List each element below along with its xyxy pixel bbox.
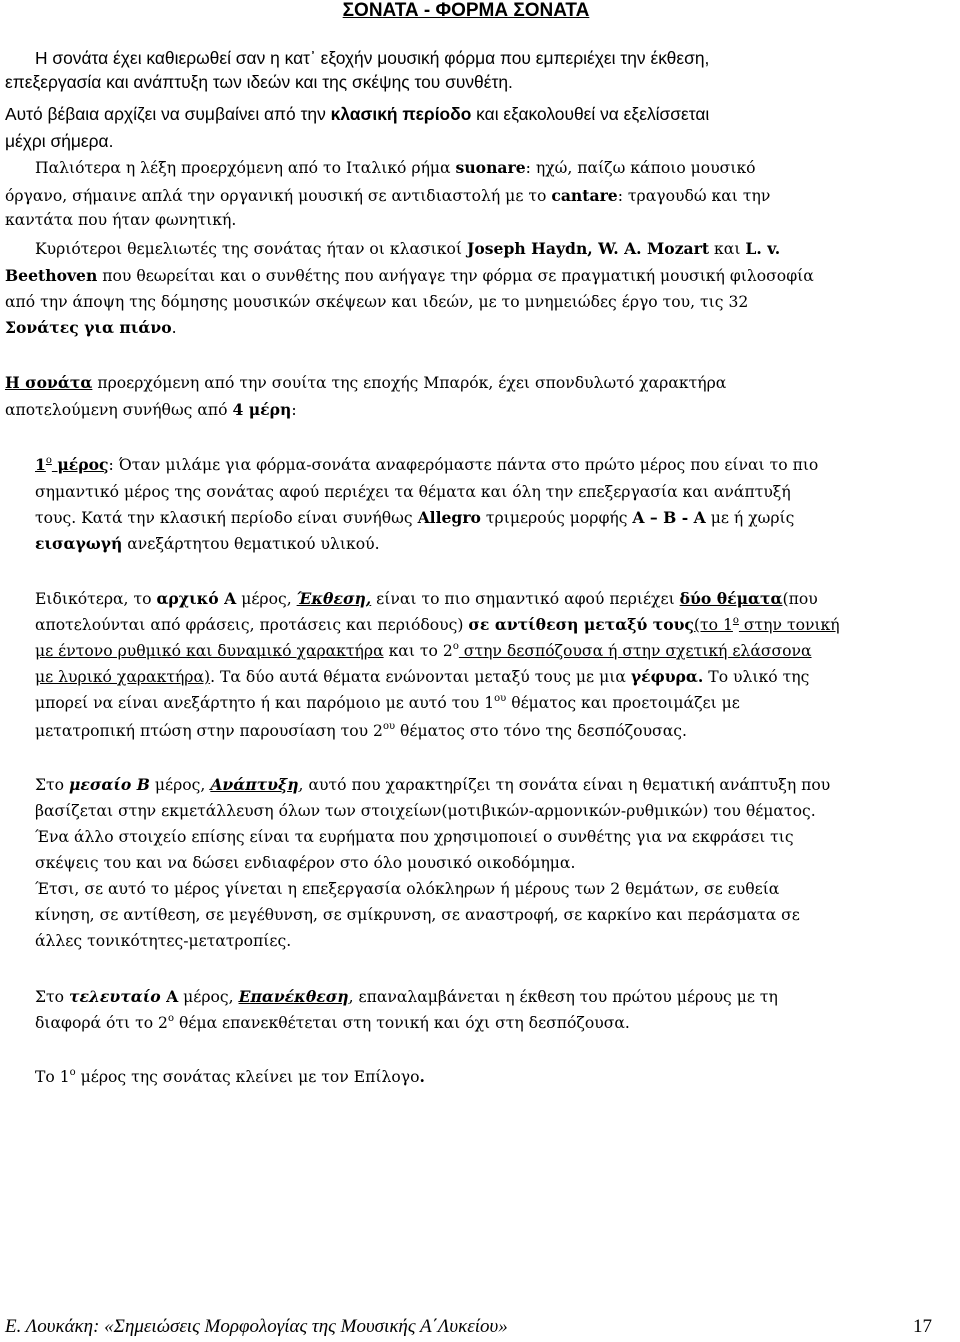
development-line-5: Έτσι, σε αυτό το μέρος γίνεται η επεξεργασία ολόκληρων ή μέρους των 2 θεμάτων, σε ευθεία [35,880,780,898]
exposition-line-2: αποτελούνται από φράσεις, προτάσεις και περιόδους) σε αντίθεση μεταξύ τους(το $1^o$ στην τονική [35,615,840,634]
development-line-3: Ένα άλλο στοιχείο επίσης είναι τα ευρήματα που χρησιμοποιεί ο συνθέτης για να εκφράσει τις [35,828,794,846]
history-line-5: Beethoven που θεωρείται και ο συνθέτης που ανήγαγε την φόρμα σε πραγματική μουσική φιλοσοφία [5,266,814,285]
exposition-line-4: με λυρικό χαρακτήρα). Τα δύο αυτά θέματα ενώνονται μεταξύ τους με μια γέφυρα. Το υλικό της [35,667,810,686]
history-line-6: από την άποψη της δόμησης μουσικών σκέψεων και ιδεών, με το μνημειώδες έργο του, τις 32 [5,293,749,311]
part1-line-1: $1^o$ μέρος: Όταν μιλάμε για φόρμα-σονάτα αναφερόμαστε πάντα στο πρώτο μέρος που είναι το πιο [35,455,819,474]
history-line-1: Παλιότερα η λέξη προερχόμενη από το Ιταλικό ρήμα suonare: ηχώ, παίζω κάποιο μουσικό [35,158,756,177]
development-line-2: βασίζεται στην εκμετάλλευση όλων των στοιχείων(μοτιβικών-αρμονικών-ρυθμικών) του θέματος. [35,802,816,820]
part1-line-2: σημαντικό μέρος της σονάτας αφού περιέχει τα θέματα και όλη την επεξεργασία και ανάπτυξή [35,483,791,501]
history-line-2: όργανο, σήμαινε απλά την οργανική μουσική σε αντιδιαστολή με το cantare: τραγουδώ και την [5,186,771,205]
origin-line-2: αποτελούμενη συνήθως από 4 μέρη: [5,400,297,419]
page-number: 17 [913,1316,932,1337]
development-line-7: άλλες τονικότητες-μετατροπίες. [35,932,292,950]
intro-line-1: Η σονάτα έχει καθιερωθεί σαν η κατ᾽ εξοχήν μουσική φόρμα που εμπεριέχει την έκθεση, [35,48,710,68]
development-line-6: κίνηση, σε αντίθεση, σε μεγέθυνση, σε σμίκρυνση, σε αναστροφή, σε καρκίνο και περάσματα σε [35,906,800,924]
exposition-line-5: μπορεί να είναι ανεξάρτητο ή και παρόμοιο με αυτό του $1^{o\upsilon}$ θέματος και προετοιμάζει με [35,693,740,712]
development-line-1: Στο μεσαίο Β μέρος, Ανάπτυξη, αυτό που χαρακτηρίζει τη σονάτα είναι η θεματική ανάπτυξη που [35,775,831,794]
recap-line-1: Στο τελευταίο Α μέρος, Επανέκθεση, επαναλαμβάνεται η έκθεση του πρώτου μέρους με τη [35,987,778,1006]
page-title: ΣΟΝΑΤΑ - ΦΟΡΜΑ ΣΟΝΑΤΑ [342,0,590,21]
origin-line-1: Η σονάτα προερχόμενη από την σουίτα της εποχής Μπαρόκ, έχει σπονδυλωτό χαρακτήρα [5,373,727,392]
history-line-3: καντάτα που ήταν φωνητική. [5,211,237,229]
intro-line-3: Αυτό βέβαια αρχίζει να συμβαίνει από την κλασική περίοδο και εξακολουθεί να εξελίσσεται [5,104,710,124]
closing-line: Το $1^o$ μέρος της σονάτας κλείνει με τον Επίλογο. [35,1067,425,1086]
exposition-line-1: Ειδικότερα, το αρχικό Α μέρος, Έκθεση, είναι το πιο σημαντικό αφού περιέχει δύο θέματα(που [35,589,818,608]
exposition-line-6: μετατροπική πτώση στην παρουσίαση του $2^{o\upsilon}$ θέματος στο τόνο της δεσπόζουσας. [35,721,687,740]
history-line-4: Κυριότεροι θεμελιωτές της σονάτας ήταν οι κλασικοί Joseph Haydn, W. A. Mozart και L. v. [35,239,781,258]
page-footer [5,1316,932,1338]
intro-line-4: μέχρι σήμερα. [5,131,114,151]
exposition-line-3: με έντονο ρυθμικό και δυναμικό χαρακτήρα και το $2^o$ στην δεσπόζουσα ή στην σχετική ελάσσονα [35,641,812,660]
history-line-7: Σονάτες για πιάνο. [5,318,177,337]
development-line-4: σκέψεις του και να δώσει ενδιαφέρον στο όλο μουσικό οικοδόμημα. [35,854,576,872]
recap-line-2: διαφορά ότι το $2^o$ θέμα επανεκθέτεται στη τονική και όχι στη δεσπόζουσα. [35,1013,630,1032]
intro-line-2: επεξεργασία και ανάπτυξη των ιδεών και της σκέψης του συνθέτη. [5,72,513,92]
part1-line-3: τους. Κατά την κλασική περίοδο είναι συνήθως Allegro τριμερούς μορφής Α – Β - Α με ή χωρίς [35,508,795,527]
footer-text: Ε. Λουκάκη: «Σημειώσεις Μορφολογίας της Μουσικής Α΄Λυκείου» [5,1316,508,1337]
part1-line-4: εισαγωγή ανεξάρτητου θεματικού υλικού. [35,534,380,553]
